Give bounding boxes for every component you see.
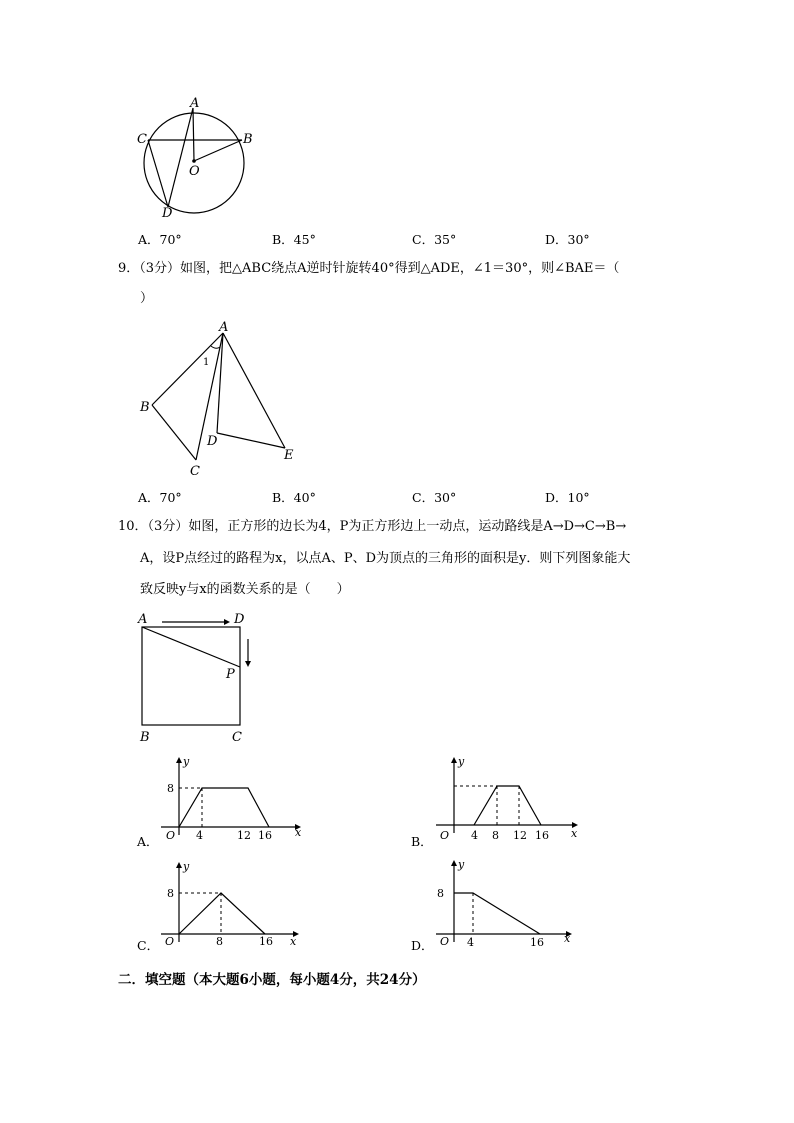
q8-option-c[interactable]: C．35° (412, 232, 457, 247)
x-axis-label: x (290, 935, 297, 948)
label-a: A (138, 612, 148, 627)
label-angle-1: 1 (203, 357, 210, 368)
q10-option-c[interactable]: C． (137, 938, 160, 953)
circle-o (144, 113, 244, 213)
label-d: D (207, 434, 218, 449)
y-axis-arrow (451, 860, 457, 866)
q9-option-a[interactable]: A．70° (138, 490, 182, 505)
q10-graph-b (430, 755, 585, 845)
label-p: P (226, 667, 235, 682)
y-axis-label: y (183, 860, 190, 873)
section-heading: 二．填空题（本大题6小题，每小题4分，共24分） (118, 972, 426, 988)
q10-square-figure (130, 605, 270, 750)
arrow-down-head (245, 661, 251, 667)
label-c: C (190, 464, 200, 479)
segment-ao (193, 108, 194, 161)
label-c: C (137, 132, 147, 147)
arrow-right-head (224, 619, 230, 625)
label-d: D (234, 612, 245, 627)
y-axis-label: y (458, 858, 465, 871)
label-a: A (190, 96, 200, 111)
y-axis-arrow (451, 757, 457, 763)
x-axis-label: x (571, 827, 578, 840)
label-a: A (219, 320, 229, 335)
q9-triangle-figure (130, 315, 310, 480)
q10-stem-line3: 致反映y与x的函数关系的是（ ） (140, 582, 350, 597)
graph-line (474, 786, 541, 825)
q9-stem-line2: ） (140, 291, 154, 306)
q9-stem-line1: 9．（3分）如图，把△ABC绕点A逆时针旋转40°得到△ADE，∠1＝30°，则∠BAE＝（ (118, 261, 620, 276)
q10-option-b[interactable]: B． (411, 834, 433, 849)
q10-stem-line1: 10．（3分）如图，正方形的边长为4，P为正方形边上一动点，运动路线是A→D→C→B→ (118, 519, 627, 534)
segment-ap (142, 627, 240, 667)
x-tick-16: 16 (530, 936, 544, 949)
origin-label: O (440, 829, 450, 842)
q9-option-c[interactable]: C．30° (412, 490, 457, 505)
x-tick-4: 4 (467, 936, 474, 949)
x-tick-16: 16 (258, 829, 272, 842)
angle-1-arc (211, 346, 220, 348)
graph-line (454, 893, 540, 934)
label-c: C (232, 730, 242, 745)
segment-ob (194, 140, 242, 161)
x-tick-8: 8 (216, 935, 223, 948)
y-axis-arrow (176, 862, 182, 868)
y-tick-8: 8 (437, 887, 444, 900)
q9-option-b[interactable]: B．40° (272, 490, 316, 505)
graph-line (179, 893, 265, 934)
x-tick-8: 8 (492, 829, 499, 842)
segment-bc (152, 405, 196, 460)
label-o: O (189, 164, 200, 179)
q8-option-d[interactable]: D．30° (545, 232, 590, 247)
segment-ab (152, 333, 223, 405)
origin-label: O (440, 935, 450, 948)
x-axis-label: x (295, 826, 302, 839)
center-dot (192, 159, 196, 163)
q10-option-d[interactable]: D． (411, 938, 434, 953)
x-axis-label: x (564, 932, 571, 945)
q10-graph-d (430, 858, 580, 950)
origin-label: O (165, 935, 175, 948)
q10-stem-line2: A，设P点经过的路程为x，以点A、P、D为顶点的三角形的面积是y．则下列图象能大 (140, 551, 631, 566)
segment-de (217, 433, 285, 448)
label-b: B (140, 730, 150, 745)
segment-da (168, 108, 193, 207)
x-tick-4: 4 (471, 829, 478, 842)
y-axis-label: y (183, 755, 190, 768)
y-axis-arrow (176, 757, 182, 763)
q8-option-b[interactable]: B．45° (272, 232, 316, 247)
label-d: D (162, 206, 173, 221)
origin-label: O (166, 829, 176, 842)
segment-ea (223, 333, 285, 448)
q9-option-d[interactable]: D．10° (545, 490, 590, 505)
x-tick-12: 12 (237, 829, 251, 842)
q8-option-a[interactable]: A．70° (138, 232, 182, 247)
q10-graph-a (155, 755, 305, 845)
q8-circle-figure (130, 95, 270, 225)
q10-option-a[interactable]: A． (137, 834, 159, 849)
y-tick-8: 8 (167, 887, 174, 900)
y-axis-label: y (458, 755, 465, 768)
x-tick-16: 16 (259, 935, 273, 948)
label-e: E (284, 448, 294, 463)
label-b: B (243, 132, 253, 147)
x-tick-12: 12 (513, 829, 527, 842)
label-b: B (140, 400, 150, 415)
graph-line (179, 788, 269, 827)
q10-graph-c (155, 860, 305, 950)
x-tick-16: 16 (535, 829, 549, 842)
x-tick-4: 4 (196, 829, 203, 842)
y-tick-8: 8 (167, 782, 174, 795)
